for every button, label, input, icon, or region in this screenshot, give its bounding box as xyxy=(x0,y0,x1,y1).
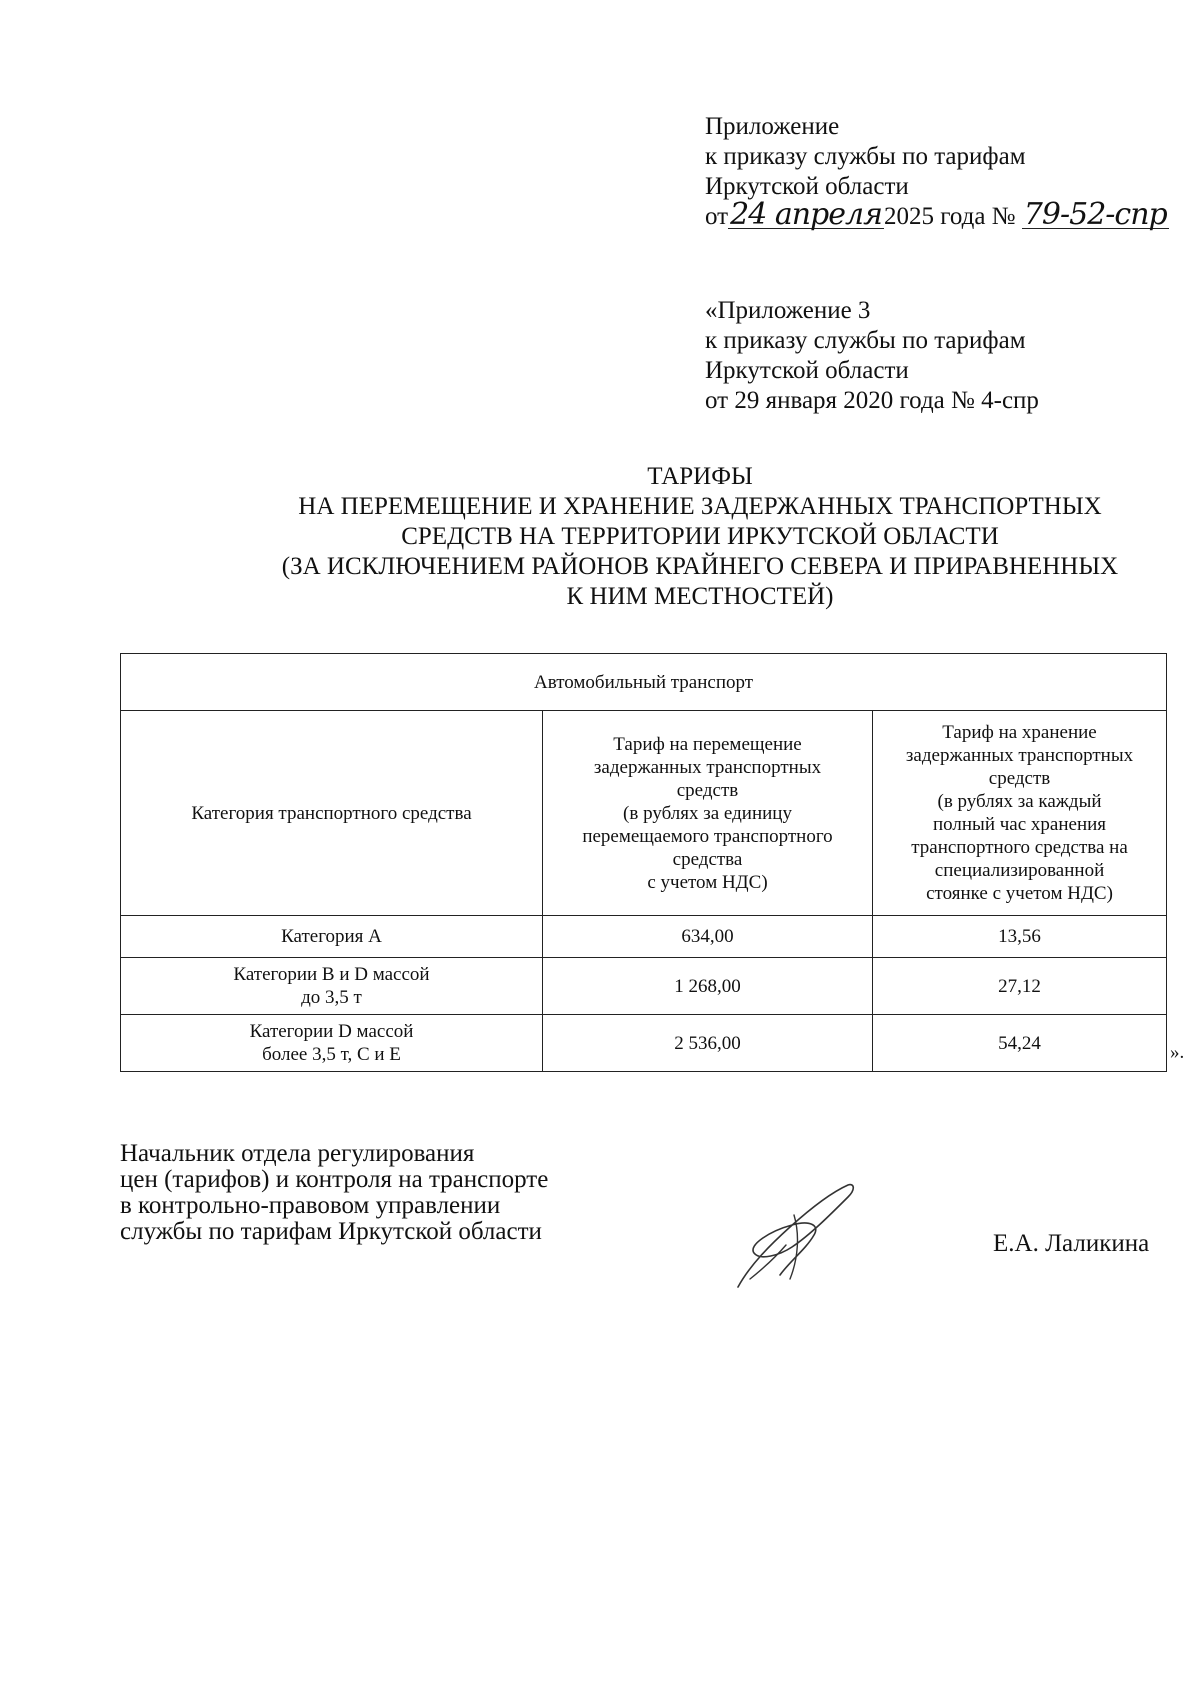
prev-annex-region-line: Иркутской области xyxy=(705,357,909,384)
title-line-2: НА ПЕРЕМЕЩЕНИЕ И ХРАНЕНИЕ ЗАДЕРЖАННЫХ ТРАНСПОРТНЫХ xyxy=(298,493,1102,520)
annex-title: Приложение xyxy=(705,113,840,140)
annex-date-prefix: от xyxy=(705,203,729,230)
storage-tariff-cell: 13,56 xyxy=(873,916,1167,958)
title-line-3: СРЕДСТВ НА ТЕРРИТОРИИ ИРКУТСКОЙ ОБЛАСТИ xyxy=(401,523,999,550)
closing-quote: ». xyxy=(1170,1042,1185,1063)
signatory-line-1: Начальник отдела регулирования xyxy=(120,1140,475,1167)
signatory-line-4: службы по тарифам Иркутской области xyxy=(120,1218,542,1245)
table-section-header: Автомобильный транспорт xyxy=(121,654,1167,711)
table-row xyxy=(121,958,1167,1015)
tariff-table xyxy=(120,653,1167,1072)
move-tariff-cell: 2 536,00 xyxy=(543,1015,873,1072)
signatory-position xyxy=(120,1141,548,1245)
title-line-5: К НИМ МЕСТНОСТЕЙ) xyxy=(566,583,834,610)
column-header-storage-tariff: Тариф на хранение задержанных транспортных средств (в рублях за каждый полный час хранения транспортного средства на специализированной стоянке с учетом НДС) xyxy=(873,711,1167,916)
table-row xyxy=(121,1015,1167,1072)
prev-annex-date-line: от 29 января 2020 года № 4-спр xyxy=(705,387,1039,414)
signer-name: Е.А. Лаликина xyxy=(993,1230,1150,1257)
prev-annex-title: «Приложение 3 xyxy=(705,297,871,324)
title-line-1: ТАРИФЫ xyxy=(647,463,753,490)
document-title xyxy=(200,462,1200,612)
move-tariff-cell: 1 268,00 xyxy=(543,958,873,1015)
signatory-line-2: цен (тарифов) и контроля на транспорте xyxy=(120,1166,549,1193)
category-cell: Категории В и D массой до 3,5 т xyxy=(121,958,543,1015)
category-cell: Категория А xyxy=(121,916,543,958)
table-section-header-row xyxy=(121,654,1167,711)
move-tariff-cell: 634,00 xyxy=(543,916,873,958)
previous-annex-header xyxy=(705,296,1039,416)
table-column-header-row xyxy=(121,711,1167,916)
storage-tariff-cell: 54,24 xyxy=(873,1015,1167,1072)
annex-order-line: к приказу службы по тарифам xyxy=(705,143,1026,170)
annex-header xyxy=(705,112,1169,232)
annex-handwritten-date: 24 апреля xyxy=(730,197,882,232)
annex-handwritten-number: 79-52-спр xyxy=(1023,197,1167,232)
table-row xyxy=(121,916,1167,958)
signatory-line-3: в контрольно-правовом управлении xyxy=(120,1192,501,1219)
category-cell: Категории D массой более 3,5 т, С и Е xyxy=(121,1015,543,1072)
column-header-move-tariff: Тариф на перемещение задержанных транспортных средств (в рублях за единицу перемещаемого транспортного средства с учетом НДС) xyxy=(543,711,873,916)
annex-date-line xyxy=(705,197,1169,232)
handwritten-signature xyxy=(730,1175,860,1295)
annex-year-text: 2025 года № xyxy=(883,203,1016,230)
column-header-category: Категория транспортного средства xyxy=(121,711,543,916)
annex-region-line: Иркутской области xyxy=(705,173,909,200)
prev-annex-order-line: к приказу службы по тарифам xyxy=(705,327,1026,354)
title-line-4: (ЗА ИСКЛЮЧЕНИЕМ РАЙОНОВ КРАЙНЕГО СЕВЕРА И ПРИРАВНЕННЫХ xyxy=(281,553,1119,580)
storage-tariff-cell: 27,12 xyxy=(873,958,1167,1015)
